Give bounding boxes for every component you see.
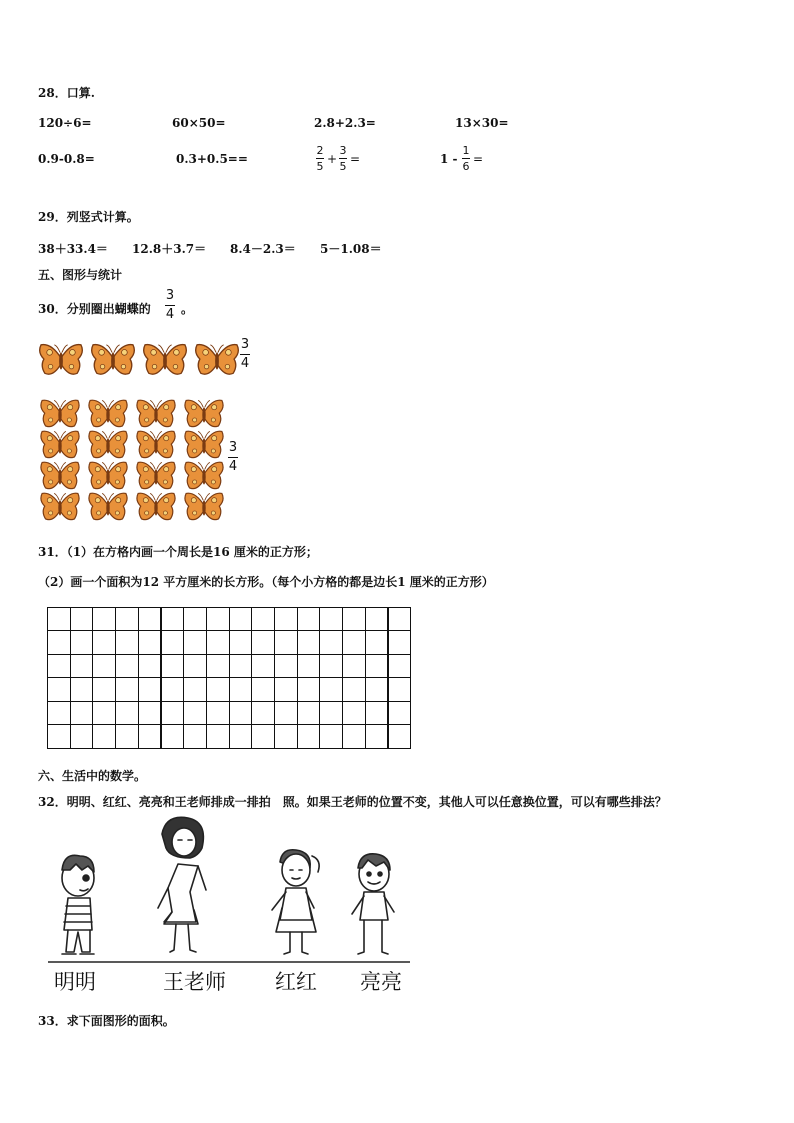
- q30-title: 30．分别圈出蝴蝶的: [38, 302, 151, 316]
- grid-cell: [365, 630, 389, 654]
- name-label-honghong: 红红: [275, 970, 317, 994]
- grid-cell: [229, 701, 253, 725]
- grid-cell: [47, 701, 71, 725]
- boy-liangliang-figure: [352, 854, 394, 954]
- q29-item-2: 12.8＋3.7＝: [132, 242, 207, 256]
- q29-item-3: 8.4－2.3＝: [230, 242, 296, 256]
- q28-equals-1: =: [350, 152, 361, 166]
- grid-cell: [388, 724, 412, 748]
- q28-item-2: 60×50=: [172, 116, 226, 130]
- grid-cell: [229, 607, 253, 631]
- grid-cell: [319, 630, 343, 654]
- butterfly-icon: [194, 341, 240, 382]
- grid-cell: [183, 677, 207, 701]
- grid-cell: [365, 607, 389, 631]
- butterfly-icon: [87, 490, 129, 527]
- grid-cell: [115, 677, 139, 701]
- grid-cell: [297, 607, 321, 631]
- grid-cell: [319, 607, 343, 631]
- grid-cell: [297, 724, 321, 748]
- grid-cell: [342, 654, 366, 678]
- grid-cell: [297, 630, 321, 654]
- grid-cell: [161, 724, 185, 748]
- grid-cell: [206, 607, 230, 631]
- q29-title: 29．列竖式计算。: [38, 210, 139, 224]
- grid-cell: [365, 701, 389, 725]
- grid-cell: [297, 654, 321, 678]
- butterfly-group-1-fraction: 3 4: [240, 337, 250, 371]
- grid-cell: [342, 677, 366, 701]
- butterfly-icon: [38, 341, 84, 382]
- q28-one-minus: 1 -: [440, 152, 458, 166]
- grid-cell: [274, 677, 298, 701]
- q33-title: 33．求下面图形的面积。: [38, 1014, 175, 1028]
- grid-cell: [365, 724, 389, 748]
- grid-cell: [115, 630, 139, 654]
- name-label-mingming: 明明: [54, 970, 96, 994]
- grid-cell: [206, 724, 230, 748]
- butterfly-group-2-fraction: 3 4: [228, 440, 238, 474]
- grid-cell: [70, 654, 94, 678]
- q28-item-6: 0.3+0.5==: [176, 152, 248, 166]
- butterfly-icon: [39, 490, 81, 527]
- q31-line-1: 31．（1）在方格内画一个周长是16 厘米的正方形；: [38, 545, 318, 559]
- grid-cell: [138, 630, 162, 654]
- q28-frac-3-5: 3 5: [339, 144, 347, 173]
- grid-cell: [47, 724, 71, 748]
- grid-cell: [70, 724, 94, 748]
- butterfly-icon: [142, 341, 188, 382]
- q28-title: 28．口算.: [38, 86, 95, 100]
- grid-cell: [274, 701, 298, 725]
- grid-cell: [138, 701, 162, 725]
- q30-title-fraction: 3 4: [165, 288, 175, 322]
- grid-cell: [183, 630, 207, 654]
- grid-cell: [47, 677, 71, 701]
- grid-cell: [274, 607, 298, 631]
- q28-item-4: 13×30=: [455, 116, 509, 130]
- q28-frac-1-6: 1 6: [462, 144, 470, 173]
- grid-cell: [274, 630, 298, 654]
- q28-frac-2-5: 2 5: [316, 144, 324, 173]
- grid-cell: [229, 654, 253, 678]
- grid-cell: [229, 724, 253, 748]
- grid-cell: [70, 630, 94, 654]
- grid-cell: [251, 724, 275, 748]
- butterfly-icon: [135, 490, 177, 527]
- grid-cell: [388, 607, 412, 631]
- boy-mingming-figure: [62, 855, 94, 954]
- grid-cell: [47, 654, 71, 678]
- grid-cell: [229, 677, 253, 701]
- grid-cell: [206, 677, 230, 701]
- grid-cell: [161, 701, 185, 725]
- grid-cell: [319, 724, 343, 748]
- grid-cell: [138, 677, 162, 701]
- grid-cell: [70, 701, 94, 725]
- grid-cell: [206, 701, 230, 725]
- grid-cell: [251, 701, 275, 725]
- grid-cell: [251, 654, 275, 678]
- teacher-wang-figure: [158, 817, 206, 952]
- grid-cell: [183, 724, 207, 748]
- grid-cell: [388, 701, 412, 725]
- grid-cell: [206, 654, 230, 678]
- grid-cell: [388, 654, 412, 678]
- grid-cell: [92, 654, 116, 678]
- q28-item-3: 2.8+2.3=: [314, 116, 376, 130]
- q28-plus-sign: +: [327, 152, 338, 166]
- grid-cell: [342, 701, 366, 725]
- grid-cell: [251, 630, 275, 654]
- grid-cell: [183, 654, 207, 678]
- grid-cell: [319, 701, 343, 725]
- grid-cell: [274, 654, 298, 678]
- grid-cell: [47, 607, 71, 631]
- name-label-teacher-wang: 王老师: [163, 970, 226, 994]
- butterfly-icon: [90, 341, 136, 382]
- grid-cell: [161, 677, 185, 701]
- grid-cell: [115, 724, 139, 748]
- grid-cell: [388, 630, 412, 654]
- grid-cell: [319, 654, 343, 678]
- grid-cell: [183, 607, 207, 631]
- grid-cell: [138, 607, 162, 631]
- grid-cell: [342, 724, 366, 748]
- grid-cell: [206, 630, 230, 654]
- grid-cell: [365, 654, 389, 678]
- q31-line-2: （2）画一个面积为12 平方厘米的长方形。（每个小方格的都是边长1 厘米的正方形）: [38, 575, 494, 589]
- girl-honghong-figure: [272, 850, 319, 954]
- grid-cell: [92, 701, 116, 725]
- grid-cell: [138, 724, 162, 748]
- grid-cell: [92, 630, 116, 654]
- grid-cell: [70, 607, 94, 631]
- grid-cell: [115, 654, 139, 678]
- grid-cell: [161, 607, 185, 631]
- q28-equals-2: =: [473, 152, 484, 166]
- grid-cell: [92, 607, 116, 631]
- grid-cell: [342, 607, 366, 631]
- grid-cell: [251, 607, 275, 631]
- q32-title: 32．明明、红红、亮亮和王老师排成一排拍 照。如果王老师的位置不变，其他人可以任意换位置，可以有哪些排法？: [38, 795, 667, 809]
- grid-cell: [319, 677, 343, 701]
- grid-cell: [342, 630, 366, 654]
- grid-cell: [297, 677, 321, 701]
- q30-title-tail: 。: [181, 302, 194, 316]
- grid-cell: [297, 701, 321, 725]
- grid-cell: [92, 724, 116, 748]
- butterfly-icon: [183, 490, 225, 527]
- q29-item-4: 5－1.08＝: [320, 242, 382, 256]
- grid-cell: [161, 654, 185, 678]
- grid-cell: [365, 677, 389, 701]
- grid-cell: [138, 654, 162, 678]
- q28-item-1: 120÷6=: [38, 116, 92, 130]
- grid-cell: [92, 677, 116, 701]
- grid-cell: [115, 701, 139, 725]
- grid-cell: [161, 630, 185, 654]
- grid-cell: [70, 677, 94, 701]
- grid-cell: [274, 724, 298, 748]
- grid-cell: [183, 701, 207, 725]
- grid-cell: [229, 630, 253, 654]
- section-5-heading: 五、图形与统计: [38, 268, 123, 282]
- q28-item-5: 0.9-0.8=: [38, 152, 95, 166]
- grid-cell: [47, 630, 71, 654]
- people-illustration: [40, 812, 420, 968]
- grid-cell: [251, 677, 275, 701]
- q29-item-1: 38＋33.4＝: [38, 242, 108, 256]
- grid-cell: [388, 677, 412, 701]
- grid-cell: [115, 607, 139, 631]
- name-label-liangliang: 亮亮: [360, 970, 402, 994]
- section-6-heading: 六、生活中的数学。: [38, 769, 147, 783]
